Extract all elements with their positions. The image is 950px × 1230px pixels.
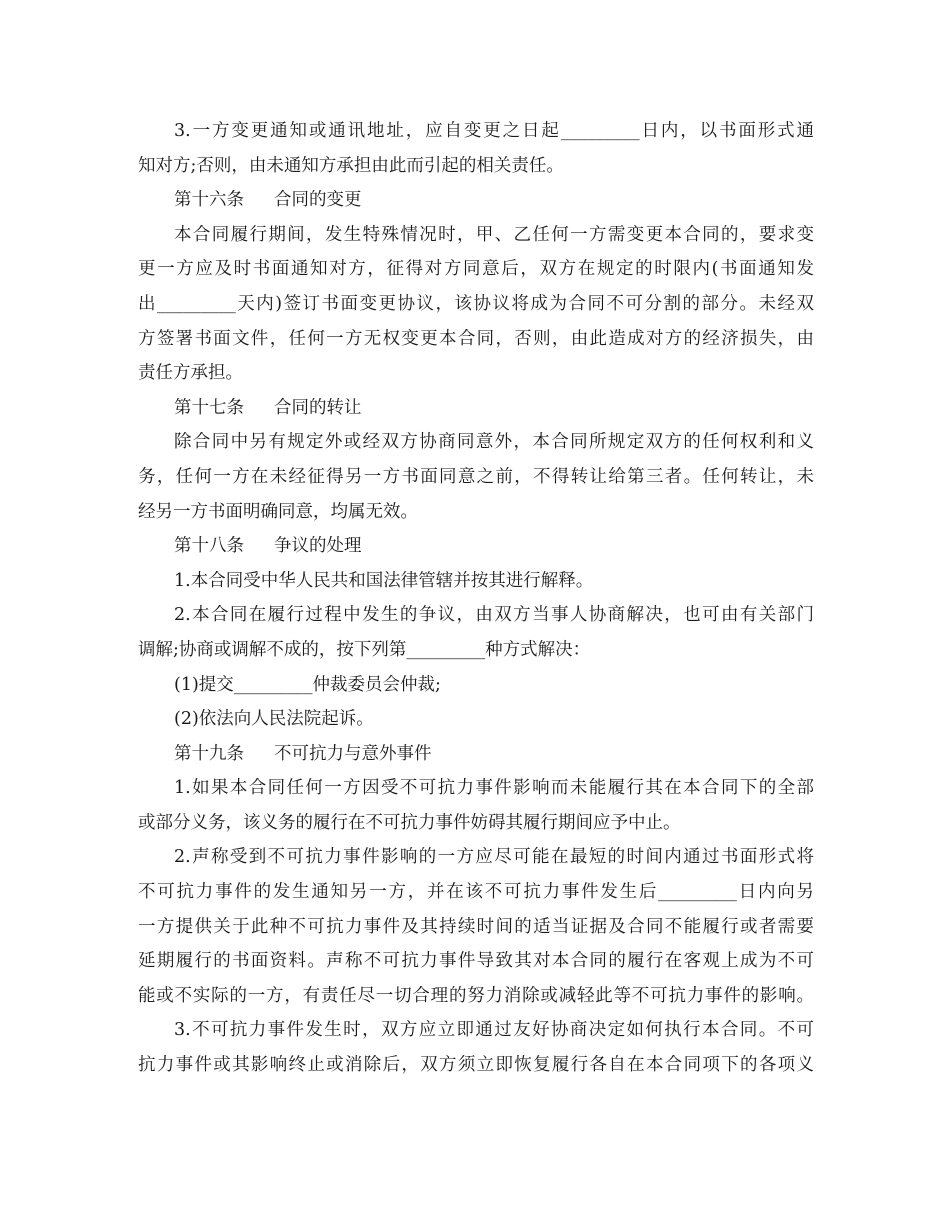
paragraph-line: 调解;协商或调解不成的，按下列第_________种方式解决： bbox=[138, 639, 591, 660]
paragraph-line: 1.如果本合同任何一方因受不可抗力事件影响而未能履行其在本合同下的全部 bbox=[174, 778, 814, 799]
article-title: 争议的处理 bbox=[274, 536, 362, 557]
article-title: 合同的变更 bbox=[274, 190, 362, 211]
article-title: 合同的转让 bbox=[274, 397, 362, 418]
paragraph-line: 经另一方书面明确同意，均属无效。 bbox=[138, 501, 418, 522]
paragraph-line: 1.本合同受中华人民共和国法律管辖并按其进行解释。 bbox=[174, 570, 594, 591]
article-number: 第十九条 bbox=[174, 743, 244, 764]
paragraph-line: 延期履行的书面资料。声称不可抗力事件导致其对本合同的履行在客观上成为不可 bbox=[138, 951, 814, 972]
paragraph-line: 或部分义务，该义务的履行在不可抗力事件妨碍其履行期间应予中止。 bbox=[138, 812, 681, 833]
paragraph-line: 不可抗力事件的发生通知另一方，并在该不可抗力事件发生后_________日内向另 bbox=[138, 882, 814, 903]
paragraph-line: 3.一方变更通知或通讯地址，应自变更之日起_________日内，以书面形式通 bbox=[174, 121, 814, 141]
article-number: 第十六条 bbox=[174, 190, 244, 211]
article-heading-19 bbox=[138, 737, 814, 772]
paragraph-line: 更一方应及时书面通知对方，征得对方同意后，双方在规定的时限内(书面通知发 bbox=[138, 259, 814, 280]
article-heading-16 bbox=[138, 183, 814, 218]
list-item: (2)依法向人民法院起诉。 bbox=[174, 709, 374, 730]
paragraph-line: 本合同履行期间，发生特殊情况时，甲、乙任何一方需变更本合同的，要求变 bbox=[174, 224, 814, 245]
article-number: 第十八条 bbox=[174, 536, 244, 557]
paragraph-line: 除合同中另有规定外或经双方协商同意外，本合同所规定双方的任何权利和义 bbox=[174, 432, 814, 453]
paragraph-line: 知对方;否则，由未通知方承担由此而引起的相关责任。 bbox=[138, 155, 564, 176]
paragraph-line: 2.本合同在履行过程中发生的争议，由双方当事人协商解决，也可由有关部门 bbox=[174, 605, 814, 626]
paragraph-line: 责任方承担。 bbox=[138, 363, 243, 384]
paragraph-line: 3.不可抗力事件发生时，双方应立即通过友好协商决定如何执行本合同。不可 bbox=[174, 1020, 814, 1041]
paragraph-line: 出_________天内)签订书面变更协议，该协议将成为合同不可分割的部分。未经双 bbox=[138, 293, 814, 314]
article-heading-17 bbox=[138, 391, 814, 426]
article-heading-18 bbox=[138, 529, 814, 564]
list-item: (1)提交_________仲裁委员会仲裁; bbox=[174, 674, 441, 695]
paragraph-line: 2.声称受到不可抗力事件影响的一方应尽可能在最短的时间内通过书面形式将 bbox=[174, 847, 814, 868]
article-number: 第十七条 bbox=[174, 397, 244, 418]
paragraph-line: 方签署书面文件，任何一方无权变更本合同，否则，由此造成对方的经济损失，由 bbox=[138, 328, 814, 349]
paragraph-line: 务，任何一方在未经征得另一方书面同意之前，不得转让给第三者。任何转让，未 bbox=[138, 466, 814, 487]
paragraph-line: 一方提供关于此种不可抗力事件及其持续时间的适当证据及合同不能履行或者需要 bbox=[138, 916, 814, 937]
paragraph-line: 抗力事件或其影响终止或消除后，双方须立即恢复履行各自在本合同项下的各项义 bbox=[138, 1055, 814, 1076]
paragraph-line: 能或不实际的一方，有责任尽一切合理的努力消除或减轻此等不可抗力事件的影响。 bbox=[138, 985, 814, 1006]
contract-text bbox=[138, 114, 814, 1083]
article-title: 不可抗力与意外事件 bbox=[274, 743, 432, 764]
